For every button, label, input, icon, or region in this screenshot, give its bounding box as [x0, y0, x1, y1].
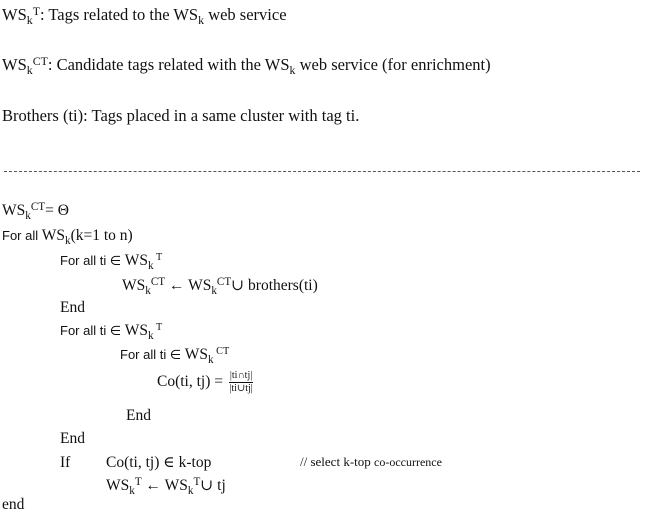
algorithm-end-final: [2, 497, 24, 513]
algorithm-init-line: [2, 200, 69, 222]
ws-subscript: k: [129, 484, 135, 497]
ws-symbol: WS: [106, 477, 130, 494]
definition-brothers: [2, 108, 359, 125]
ws-superscript: T: [32, 3, 40, 18]
comment-suffix: co-occurrence: [374, 455, 442, 469]
definition-ws-tags: [2, 3, 287, 27]
ws-subscript: k: [148, 259, 154, 272]
ws-subscript: k: [25, 209, 31, 222]
ws-superscript: T: [153, 251, 163, 263]
ws-subscript: k: [148, 329, 154, 342]
ws-subscript: k: [208, 353, 214, 366]
algorithm-for-tags-2: [60, 321, 163, 342]
algorithm-end-3: [60, 431, 85, 447]
definition-candidate-tags: [2, 53, 491, 77]
theta-symbol: Θ: [57, 202, 69, 219]
definition-text: : Candidate tags related with the WS: [47, 55, 290, 74]
algorithm-end-1: [60, 300, 85, 316]
fraction-numerator: |ti∩tj|: [229, 370, 253, 381]
ws-subscript: k: [26, 62, 33, 77]
definition-text: : Tags related to the WS: [39, 5, 199, 24]
ws-symbol: WS: [2, 5, 27, 24]
formula-label: Co(ti, tj) =: [157, 373, 227, 391]
ws-subscript: k: [211, 284, 217, 297]
ws-subscript: k: [187, 484, 194, 497]
ws-symbol: WS: [184, 346, 209, 363]
algorithm-for-tags-1: [60, 251, 163, 272]
ws-superscript: T: [193, 475, 201, 488]
left-arrow: ←: [165, 277, 189, 294]
union-tj: ∪ tj: [200, 477, 226, 494]
algorithm-assign-2: [106, 475, 226, 497]
end-keyword: End: [60, 430, 85, 447]
ws-subscript: k: [26, 12, 33, 27]
for-all-keyword: For all ti ∈: [120, 347, 185, 362]
if-condition: Co(ti, tj) ∈ k-top: [106, 454, 212, 471]
ws-superscript: CT: [30, 200, 46, 213]
ws-symbol: WS: [164, 477, 188, 494]
for-all-keyword: For all ti ∈: [60, 253, 125, 268]
comment-prefix: // select k-top: [300, 454, 375, 469]
ws-superscript: T: [134, 475, 142, 488]
for-all-keyword: For all: [2, 228, 42, 243]
ws-superscript: CT: [216, 275, 232, 288]
algorithm-assign-1: [122, 275, 318, 297]
ws-superscript: CT: [150, 275, 166, 288]
assignment-operator: =: [45, 202, 58, 219]
algorithm-if-line: [60, 454, 442, 471]
if-keyword: If: [60, 454, 71, 471]
ws-symbol: WS: [124, 252, 149, 269]
union-brothers: ∪ brothers(ti): [231, 277, 318, 294]
end-keyword: End: [60, 299, 85, 316]
fraction-denominator: |ti∪tj|: [229, 383, 253, 394]
algorithm-for-tags-3: [120, 345, 230, 366]
dashed-divider: [4, 171, 640, 172]
ws-superscript: T: [153, 321, 163, 333]
code-comment: [300, 455, 442, 468]
ws-symbol: WS: [122, 277, 146, 294]
ws-symbol: WS: [2, 55, 27, 74]
definition-tail: web service (for enrichment): [295, 55, 491, 74]
left-arrow: ←: [141, 477, 165, 494]
end-keyword: end: [2, 496, 25, 513]
ws-symbol: WS: [2, 202, 26, 219]
ws-superscript: CT: [32, 53, 48, 68]
definition-text: Brothers (ti): Tags placed in a same cluster with tag ti.: [2, 106, 360, 125]
end-keyword: End: [126, 407, 151, 424]
ws-symbol: WS: [124, 322, 149, 339]
ws-superscript: CT: [213, 345, 230, 357]
ws-symbol: WS: [41, 227, 65, 244]
ws-subscript: k: [289, 62, 296, 77]
fraction: [229, 371, 253, 394]
cooccurrence-formula: [157, 371, 253, 394]
ws-subscript: k: [64, 234, 71, 247]
ws-symbol: WS: [188, 277, 212, 294]
range-text: (k=1 to n): [70, 227, 133, 244]
ws-subscript: k: [198, 12, 205, 27]
for-all-keyword: For all ti ∈: [60, 323, 125, 338]
algorithm-end-2: [126, 408, 151, 424]
algorithm-for-all-services: [2, 227, 133, 247]
definition-tail: web service: [204, 5, 287, 24]
ws-subscript: k: [145, 284, 151, 297]
